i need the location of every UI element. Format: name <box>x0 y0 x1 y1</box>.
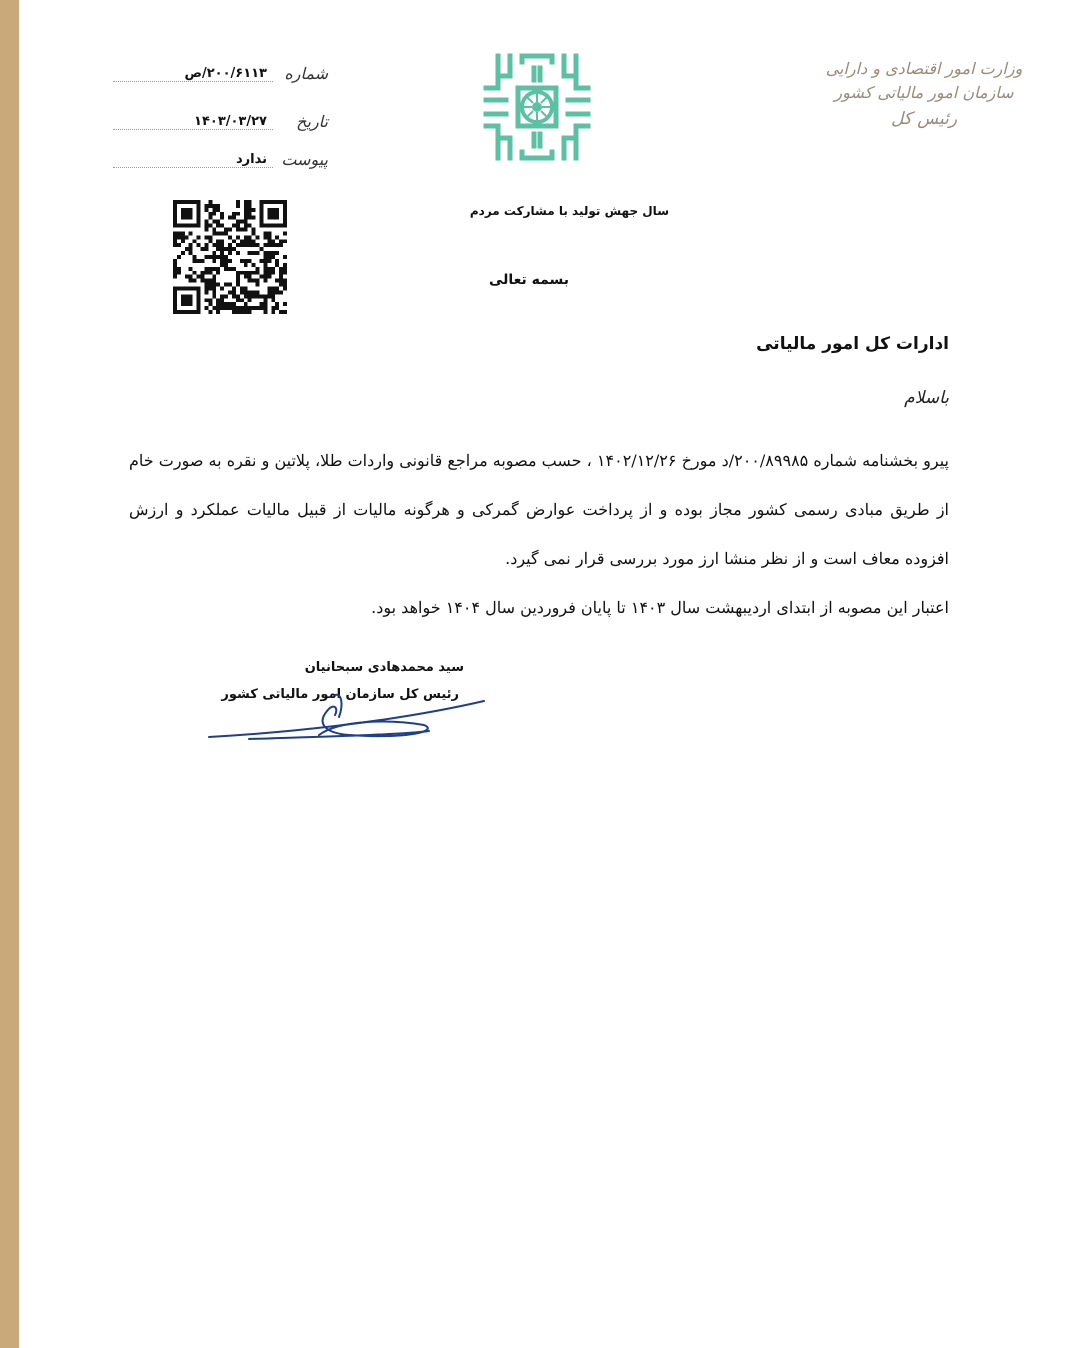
office-title: رئیس کل <box>890 109 958 129</box>
signatory-name: سید محمدهادی سبحانیان <box>304 660 464 675</box>
greeting: باسلام <box>904 388 949 408</box>
letter-number-value: ۲۰۰/۶۱۱۳/ص <box>181 66 270 81</box>
attachment-value: ندارد <box>233 152 270 167</box>
dotted-line <box>113 129 273 130</box>
dotted-line <box>113 167 273 168</box>
letter-page <box>19 0 1079 1348</box>
tax-organization-emblem-icon <box>478 48 596 166</box>
dotted-line <box>113 81 273 82</box>
ministry-name: وزارت امور اقتصادی و دارایی <box>825 59 1023 78</box>
body-paragraph: پیرو بخشنامه شماره ۲۰۰/۸۹۹۸۵/د مورخ ۱۴۰۲/۱۲/۲۶ ، حسب مصوبه مراجع قانونی واردات طلا، پلاتین و نقره به صورت خام از طریق مبادی رسمی کشور مجاز بوده و از پرداخت عوارض گمرکی و هرگونه مالیات از قبیل مالیات عملکرد و ارزش افزوده معاف است و از نظر منشا ارز مورد بررسی قرار نمی گیرد. <box>129 451 949 568</box>
body-paragraph: اعتبار این مصوبه از ابتدای اردیبهشت سال ۱۴۰۳ تا پایان فروردین سال ۱۴۰۴ خواهد بود. <box>371 598 949 617</box>
letter-date-value: ۱۴۰۳/۰۳/۲۷ <box>191 114 270 129</box>
letter-number-label: شماره <box>284 64 328 83</box>
letter-number-row <box>113 64 328 90</box>
year-slogan: سال جهش تولید با مشارکت مردم <box>469 204 669 218</box>
organization-name: سازمان امور مالیاتی کشور <box>834 83 1014 102</box>
addressee: ادارات کل امور مالیاتی <box>756 334 949 354</box>
signatory-title: رئیس کل سازمان امور مالیاتی کشور <box>221 687 459 702</box>
attachment-row <box>113 150 328 176</box>
qr-code <box>165 200 295 314</box>
letter-date-row <box>113 112 328 138</box>
handwritten-signature-icon <box>189 665 489 745</box>
basmala-heading: بسمه تعالی <box>488 272 570 288</box>
attachment-label: پیوست <box>281 150 328 169</box>
letter-body <box>129 436 949 632</box>
letterhead <box>809 58 1039 132</box>
letter-date-label: تاریخ <box>296 112 328 131</box>
